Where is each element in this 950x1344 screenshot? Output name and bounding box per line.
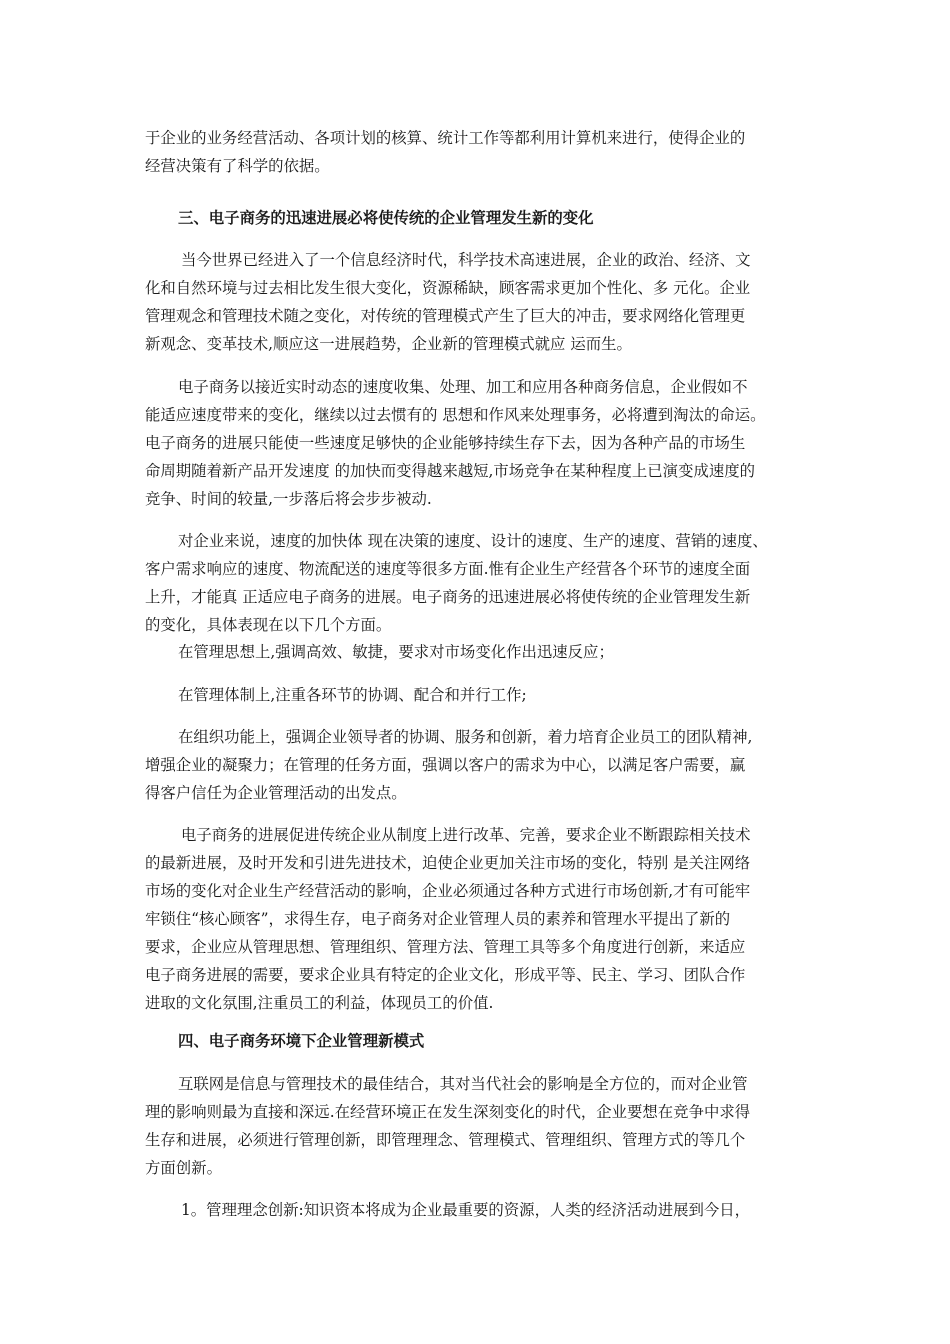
text-line: 进取的文化氛围,注重员工的利益，体现员工的价值. bbox=[145, 994, 494, 1012]
text-line: 得客户信任为企业管理活动的出发点。 bbox=[145, 784, 407, 802]
section-heading-3: 三、电子商务的迅速进展必将使传统的企业管理发生新的变化 bbox=[178, 209, 594, 227]
text-line: 要求，企业应从管理思想、管理组织、管理方法、管理工具等多个角度进行创新，来适应 bbox=[145, 938, 746, 956]
text-line: 增强企业的凝聚力；在管理的任务方面，强调以客户的需求为中心，以满足客户需要，赢 bbox=[145, 756, 746, 774]
text-line: 化和自然环境与过去相比发生很大变化，资源稀缺，顾客需求更加个性化、多 元化。企业 bbox=[145, 279, 751, 297]
text-line: 在管理思想上,强调高效、敏捷，要求对市场变化作出迅速反应； bbox=[178, 643, 614, 661]
text-line: 新观念、变革技术,顺应这一进展趋势，企业新的管理模式就应 运而生。 bbox=[145, 335, 632, 353]
text-line: 互联网是信息与管理技术的最佳结合，其对当代社会的影响是全方位的，而对企业管 bbox=[178, 1075, 748, 1093]
text-line: 对企业来说，速度的加快体 现在决策的速度、设计的速度、生产的速度、营销的速度、 bbox=[178, 532, 768, 550]
section-heading-4: 四、电子商务环境下企业管理新模式 bbox=[178, 1032, 425, 1050]
text-line: 生存和进展，必须进行管理创新，即管理理念、管理模式、管理组织、管理方式的等几个 bbox=[145, 1131, 746, 1149]
text-line: 在组织功能上，强调企业领导者的协调、服务和创新，着力培育企业员工的团队精神, bbox=[178, 728, 753, 746]
text-line: 理的影响则最为直接和深远.在经营环境正在发生深刻变化的时代，企业要想在竞争中求得 bbox=[145, 1103, 751, 1121]
text-line: 竞争、时间的较量,一步落后将会步步被动. bbox=[145, 490, 432, 508]
text-line: 电子商务以接近实时动态的速度收集、处理、加工和应用各种商务信息，企业假如不 bbox=[178, 378, 748, 396]
text-line: 牢锁住“核心顾客”，求得生存，电子商务对企业管理人员的素养和管理水平提出了新的 bbox=[145, 910, 731, 928]
text-line: 方面创新。 bbox=[145, 1159, 222, 1177]
text-line: 1。管理理念创新:知识资本将成为企业最重要的资源，人类的经济活动进展到今日， bbox=[181, 1201, 751, 1219]
text-line: 能适应速度带来的变化，继续以过去惯有的 思想和作风来处理事务，必将遭到淘汰的命运。 bbox=[145, 406, 766, 424]
text-line: 电子商务进展的需要，要求企业具有特定的企业文化，形成平等、民主、学习、团队合作 bbox=[145, 966, 746, 984]
text-line: 市场的变化对企业生产经营活动的影响，企业必须通过各种方式进行市场创新,才有可能牢 bbox=[145, 882, 751, 900]
text-line: 上升，才能真 正适应电子商务的进展。电子商务的迅速进展必将使传统的企业管理发生新 bbox=[145, 588, 751, 606]
text-line: 当今世界已经进入了一个信息经济时代，科学技术高速进展，企业的政治、经济、文 bbox=[181, 251, 751, 269]
text-line: 经营决策有了科学的依据。 bbox=[145, 157, 330, 175]
text-line: 的变化，具体表现在以下几个方面。 bbox=[145, 616, 392, 634]
text-line: 电子商务的进展只能使一些速度足够快的企业能够持续生存下去，因为各种产品的市场生 bbox=[145, 434, 746, 452]
text-line: 客户需求响应的速度、物流配送的速度等很多方面.惟有企业生产经营各个环节的速度全面 bbox=[145, 560, 751, 578]
text-line: 在管理体制上,注重各环节的协调、配合和并行工作; bbox=[178, 686, 527, 704]
text-line: 命周期随着新产品开发速度 的加快而变得越来越短,市场竞争在某种程度上已演变成速度的 bbox=[145, 462, 756, 480]
text-line: 管理观念和管理技术随之变化，对传统的管理模式产生了巨大的冲击，要求网络化管理更 bbox=[145, 307, 746, 325]
text-line: 电子商务的进展促进传统企业从制度上进行改革、完善，要求企业不断跟踪相关技术 bbox=[181, 826, 751, 844]
text-line: 的最新进展，及时开发和引进先进技术，迫使企业更加关注市场的变化，特别 是关注网络 bbox=[145, 854, 751, 872]
text-line: 于企业的业务经营活动、各项计划的核算、统计工作等都利用计算机来进行，使得企业的 bbox=[145, 129, 746, 147]
